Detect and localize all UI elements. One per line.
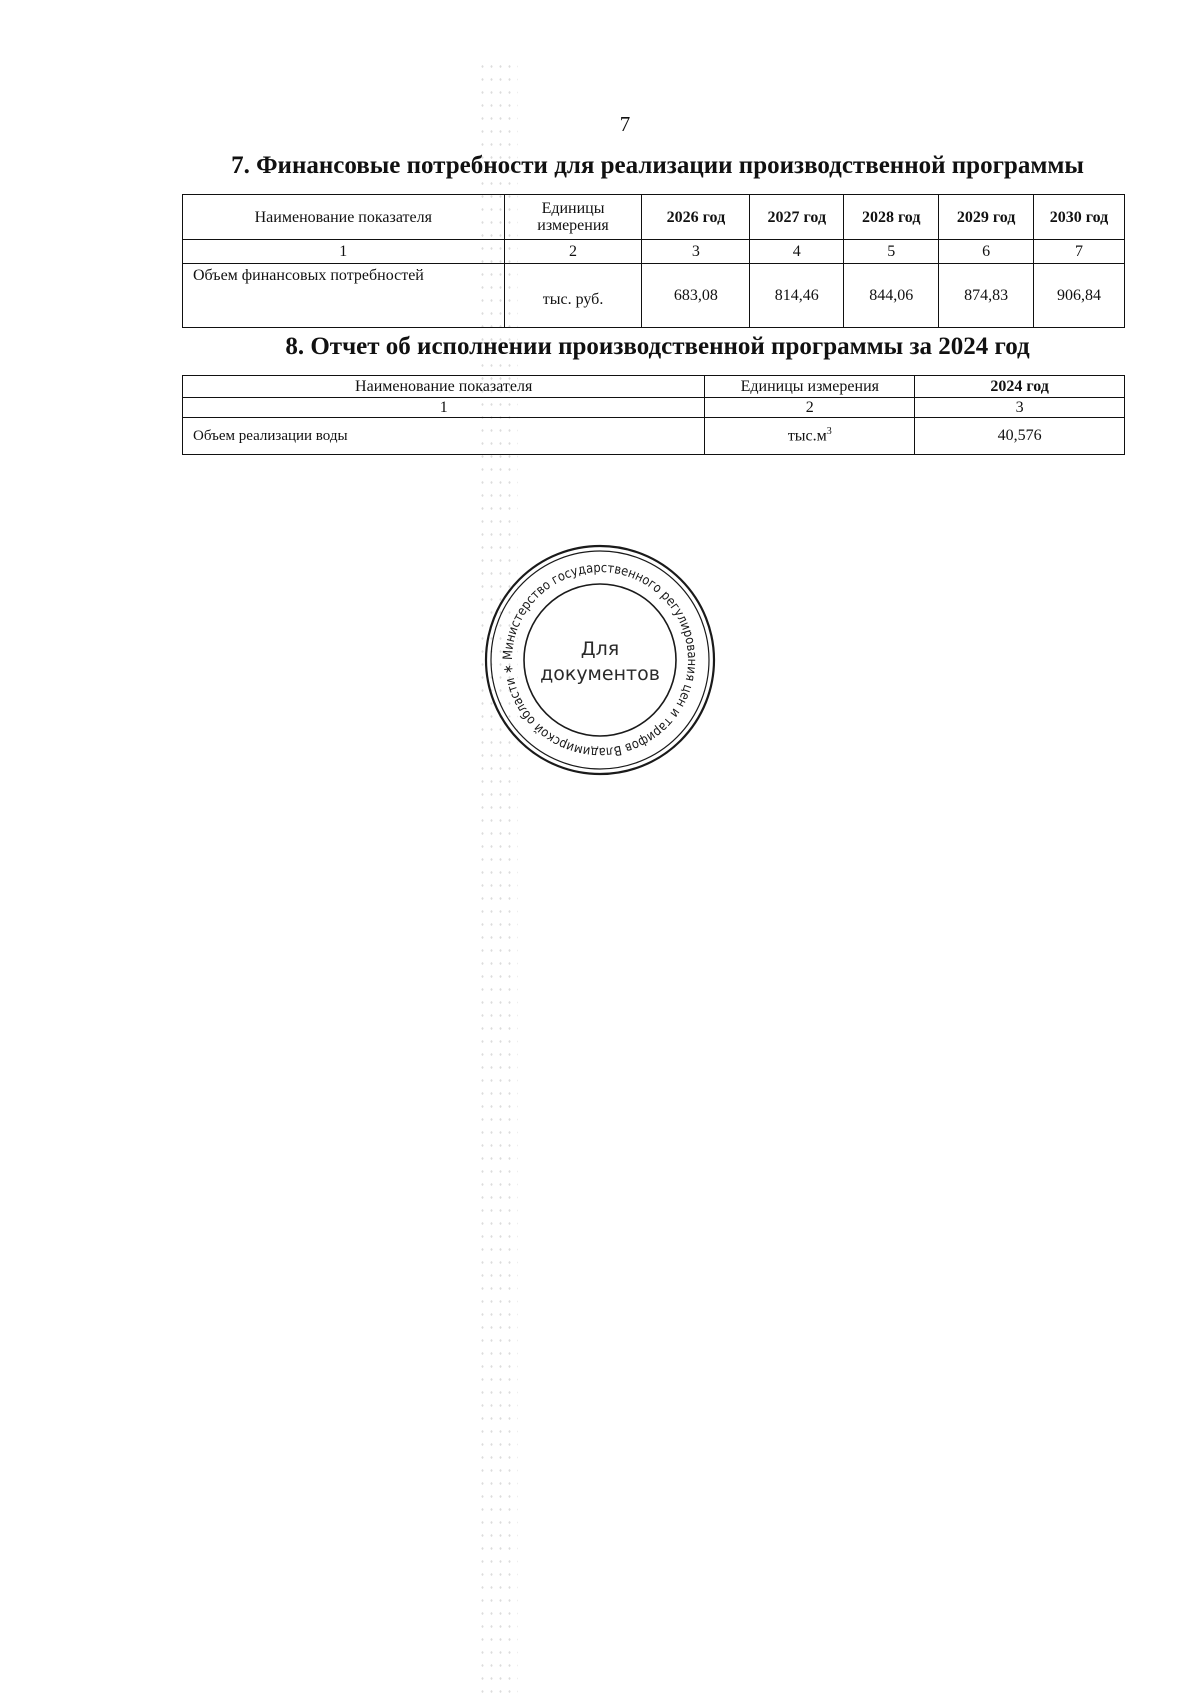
stamp-ring-text: Министерство государственного регулирования цен и тарифов Владимирской области ∗ xyxy=(500,560,700,760)
col-number: 1 xyxy=(183,398,705,418)
value-2028: 844,06 xyxy=(844,264,939,328)
col-number: 7 xyxy=(1034,240,1125,264)
row-indicator-name: Объем финансовых потребностей xyxy=(183,264,505,328)
stamp-center-line2: документов xyxy=(540,663,660,685)
col-number: 3 xyxy=(642,240,750,264)
header-units: Единицы измерения xyxy=(504,195,642,240)
table-row xyxy=(183,264,1125,328)
row-indicator-name: Объем реализации воды xyxy=(183,418,705,455)
table-header-row xyxy=(183,376,1125,398)
table-row xyxy=(183,418,1125,455)
col-number: 5 xyxy=(844,240,939,264)
value-2024: 40,576 xyxy=(915,418,1125,455)
stamp-center-line1: Для xyxy=(580,638,620,660)
header-year-2030: 2030 год xyxy=(1034,195,1125,240)
col-number: 1 xyxy=(183,240,505,264)
col-number: 3 xyxy=(915,398,1125,418)
value-2026: 683,08 xyxy=(642,264,750,328)
value-2027: 814,46 xyxy=(750,264,844,328)
col-number: 2 xyxy=(504,240,642,264)
header-units: Единицы измерения xyxy=(705,376,915,398)
header-year-2024: 2024 год xyxy=(915,376,1125,398)
value-2029: 874,83 xyxy=(939,264,1034,328)
header-indicator-name: Наименование показателя xyxy=(183,195,505,240)
row-unit xyxy=(705,418,915,455)
table-numbering-row xyxy=(183,398,1125,418)
header-indicator-name: Наименование показателя xyxy=(183,376,705,398)
header-year-2026: 2026 год xyxy=(642,195,750,240)
official-seal-icon xyxy=(480,540,720,780)
section-8-title: 8. Отчет об исполнении производственной программы за 2024 год xyxy=(285,333,1030,360)
col-number: 4 xyxy=(750,240,844,264)
page-number: 7 xyxy=(619,112,631,136)
unit-text: тыс.м xyxy=(787,427,827,445)
program-report-table xyxy=(182,375,1125,455)
header-year-2027: 2027 год xyxy=(750,195,844,240)
section-7-title: 7. Финансовые потребности для реализации производственной программы xyxy=(231,152,1084,179)
row-unit: тыс. руб. xyxy=(504,264,642,328)
header-year-2028: 2028 год xyxy=(844,195,939,240)
value-2030: 906,84 xyxy=(1034,264,1125,328)
table-numbering-row xyxy=(183,240,1125,264)
col-number: 2 xyxy=(705,398,915,418)
financial-needs-table xyxy=(182,194,1125,328)
table-header-row xyxy=(183,195,1125,240)
header-year-2029: 2029 год xyxy=(939,195,1034,240)
col-number: 6 xyxy=(939,240,1034,264)
unit-superscript: 3 xyxy=(826,426,832,438)
